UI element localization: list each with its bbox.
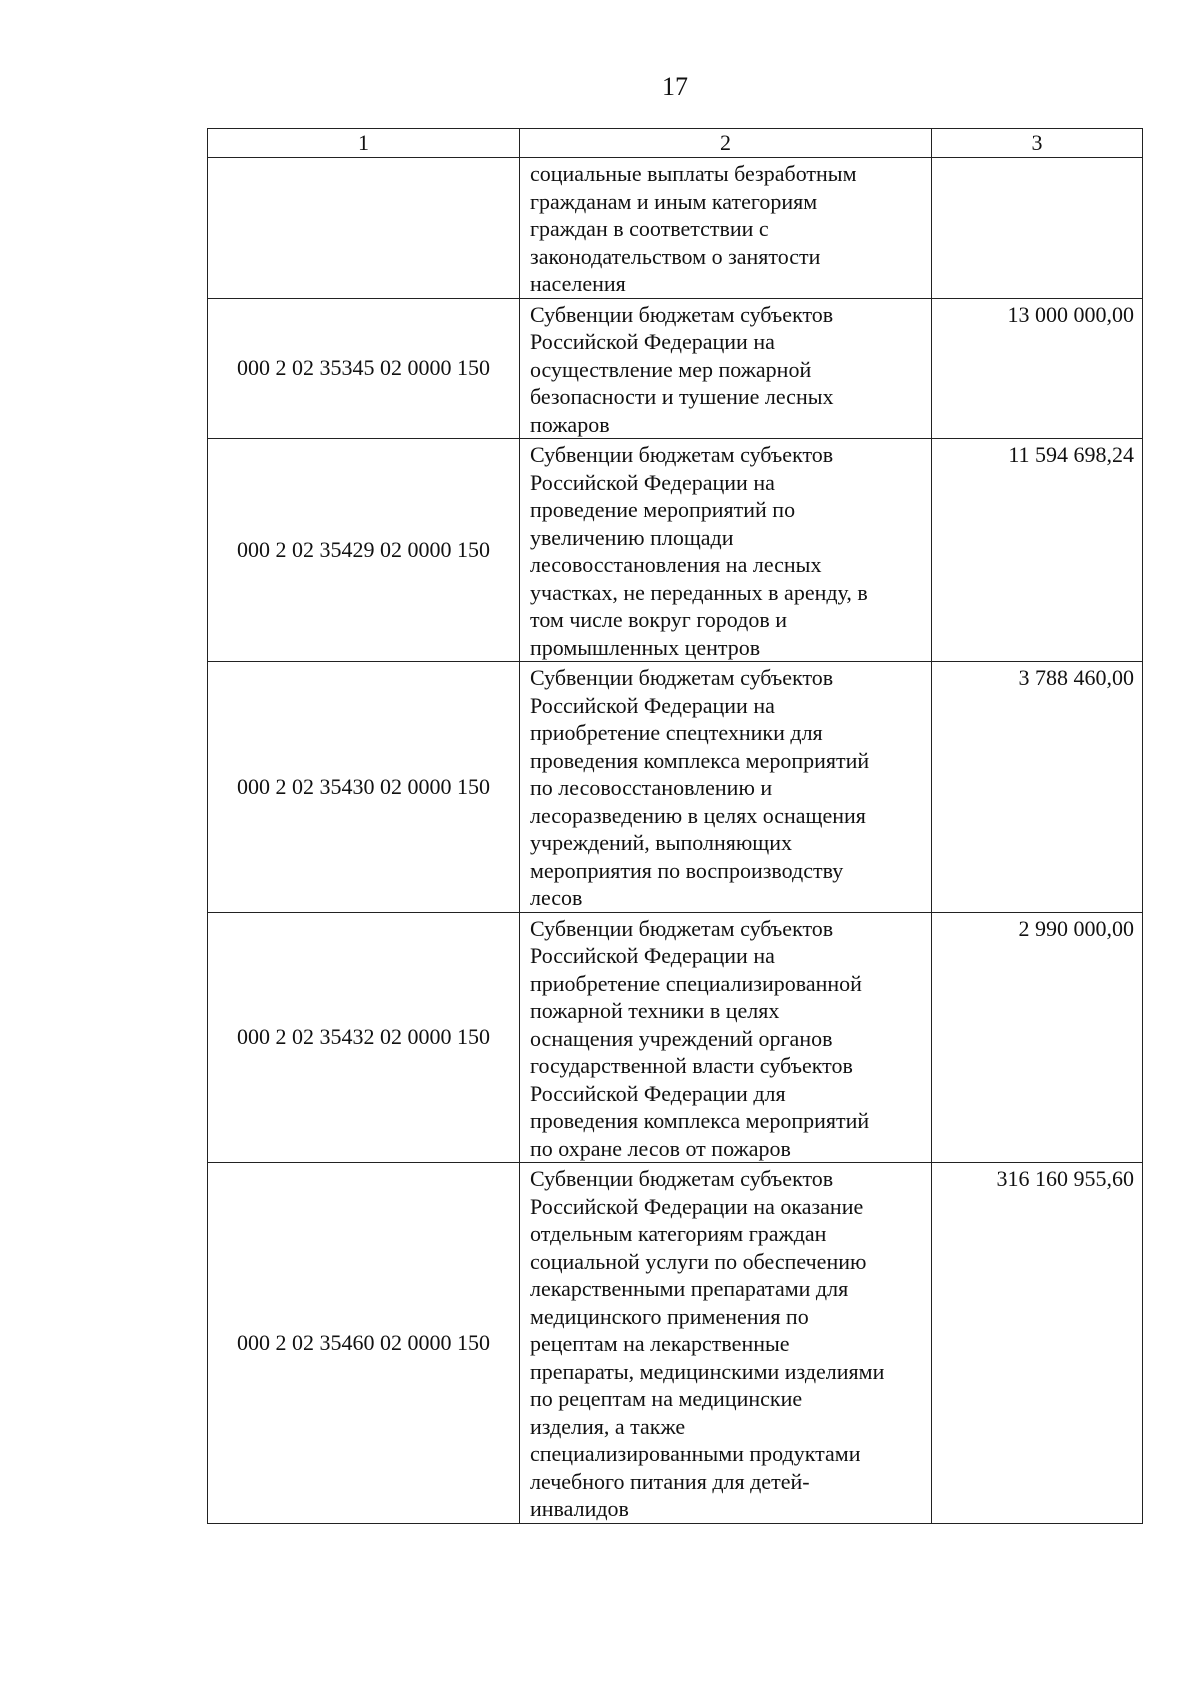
table-header-row xyxy=(208,129,1143,158)
description-line: приобретение специализированной xyxy=(530,970,862,996)
description-line: мероприятия по воспроизводству xyxy=(530,857,844,883)
description-line: Российской Федерации на xyxy=(530,469,775,495)
amount-cell: 11 594 698,24 xyxy=(932,439,1143,662)
description-cell xyxy=(520,158,932,299)
description-line: законодательством о занятости xyxy=(530,243,821,269)
table-row xyxy=(208,1163,1143,1524)
description-line: промышленных центров xyxy=(530,634,761,660)
table-row xyxy=(208,158,1143,299)
page-number: 17 xyxy=(662,72,688,101)
description-line: по рецептам на медицинские xyxy=(530,1386,803,1411)
column-header-code: 1 xyxy=(208,129,520,158)
description-line: Российской Федерации на xyxy=(530,943,775,968)
description-line: Субвенции бюджетам субъектов xyxy=(530,665,834,690)
column-header-description: 2 xyxy=(520,129,932,158)
description-line: по охране лесов от пожаров xyxy=(530,1135,791,1161)
description-line: социальные выплаты безработным xyxy=(530,161,857,186)
description-line: лесов xyxy=(530,885,583,910)
description-cell xyxy=(520,662,932,913)
description-cell xyxy=(520,912,932,1163)
description-line: проведения комплекса мероприятий xyxy=(530,747,870,773)
description-line: специализированными продуктами xyxy=(530,1441,861,1466)
budget-code-cell: 000 2 02 35430 02 0000 150 xyxy=(208,662,520,913)
description-line: оснащения учреждений органов xyxy=(530,1025,833,1051)
budget-code-cell xyxy=(208,158,520,299)
budget-code-cell: 000 2 02 35345 02 0000 150 xyxy=(208,298,520,439)
budget-table xyxy=(207,128,1143,1524)
description-line: Субвенции бюджетам субъектов xyxy=(530,301,834,327)
description-line: социальной услуги по обеспечению xyxy=(530,1248,867,1274)
description-line: лечебного питания для детей- xyxy=(530,1468,810,1494)
description-line: проведение мероприятий по xyxy=(530,497,796,522)
description-line: Российской Федерации на xyxy=(530,692,775,718)
description-line: лекарственными препаратами для xyxy=(530,1276,849,1301)
description-line: учреждений, выполняющих xyxy=(530,830,792,855)
description-line: рецептам на лекарственные xyxy=(530,1331,790,1356)
column-header-amount: 3 xyxy=(932,129,1143,158)
description-cell xyxy=(520,298,932,439)
description-line: лесовосстановления на лесных xyxy=(530,552,822,577)
table-row xyxy=(208,439,1143,662)
description-line: гражданам и иным категориям xyxy=(530,188,818,214)
description-line: том числе вокруг городов и xyxy=(530,607,788,632)
description-line: Российской Федерации для xyxy=(530,1080,786,1106)
description-line: проведения комплекса мероприятий xyxy=(530,1108,870,1133)
description-line: пожаров xyxy=(530,411,610,437)
description-line: увеличению площади xyxy=(530,524,734,550)
description-line: отдельным категориям граждан xyxy=(530,1221,827,1246)
budget-code-cell: 000 2 02 35432 02 0000 150 xyxy=(208,912,520,1163)
description-line: Российской Федерации на xyxy=(530,329,775,354)
description-line: участках, не переданных в аренду, в xyxy=(530,579,868,605)
table-row xyxy=(208,298,1143,439)
description-line: приобретение спецтехники для xyxy=(530,720,823,745)
description-line: медицинского применения по xyxy=(530,1303,809,1329)
table-row xyxy=(208,912,1143,1163)
description-line: инвалидов xyxy=(530,1496,629,1521)
description-line: лесоразведению в целях оснащения xyxy=(530,802,866,828)
amount-cell: 2 990 000,00 xyxy=(932,912,1143,1163)
budget-code-cell: 000 2 02 35460 02 0000 150 xyxy=(208,1163,520,1524)
amount-cell: 3 788 460,00 xyxy=(932,662,1143,913)
description-line: Субвенции бюджетам субъектов xyxy=(530,915,834,941)
description-line: Субвенции бюджетам субъектов xyxy=(530,1166,834,1191)
description-line: граждан в соответствии с xyxy=(530,216,769,241)
description-line: безопасности и тушение лесных xyxy=(530,384,834,409)
amount-cell: 316 160 955,60 xyxy=(932,1163,1143,1524)
description-line: населения xyxy=(530,271,626,296)
amount-cell: 13 000 000,00 xyxy=(932,298,1143,439)
budget-code-cell: 000 2 02 35429 02 0000 150 xyxy=(208,439,520,662)
description-line: Российской Федерации на оказание xyxy=(530,1193,864,1219)
description-line: осуществление мер пожарной xyxy=(530,356,812,382)
description-line: государственной власти субъектов xyxy=(530,1053,853,1078)
amount-cell xyxy=(932,158,1143,299)
description-cell xyxy=(520,1163,932,1524)
description-line: пожарной техники в целях xyxy=(530,998,780,1023)
description-line: изделия, а также xyxy=(530,1413,686,1439)
description-line: по лесовосстановлению и xyxy=(530,775,773,800)
table-row xyxy=(208,662,1143,913)
table-body xyxy=(208,158,1143,1524)
description-cell xyxy=(520,439,932,662)
description-line: Субвенции бюджетам субъектов xyxy=(530,442,834,467)
description-line: препараты, медицинскими изделиями xyxy=(530,1358,885,1384)
